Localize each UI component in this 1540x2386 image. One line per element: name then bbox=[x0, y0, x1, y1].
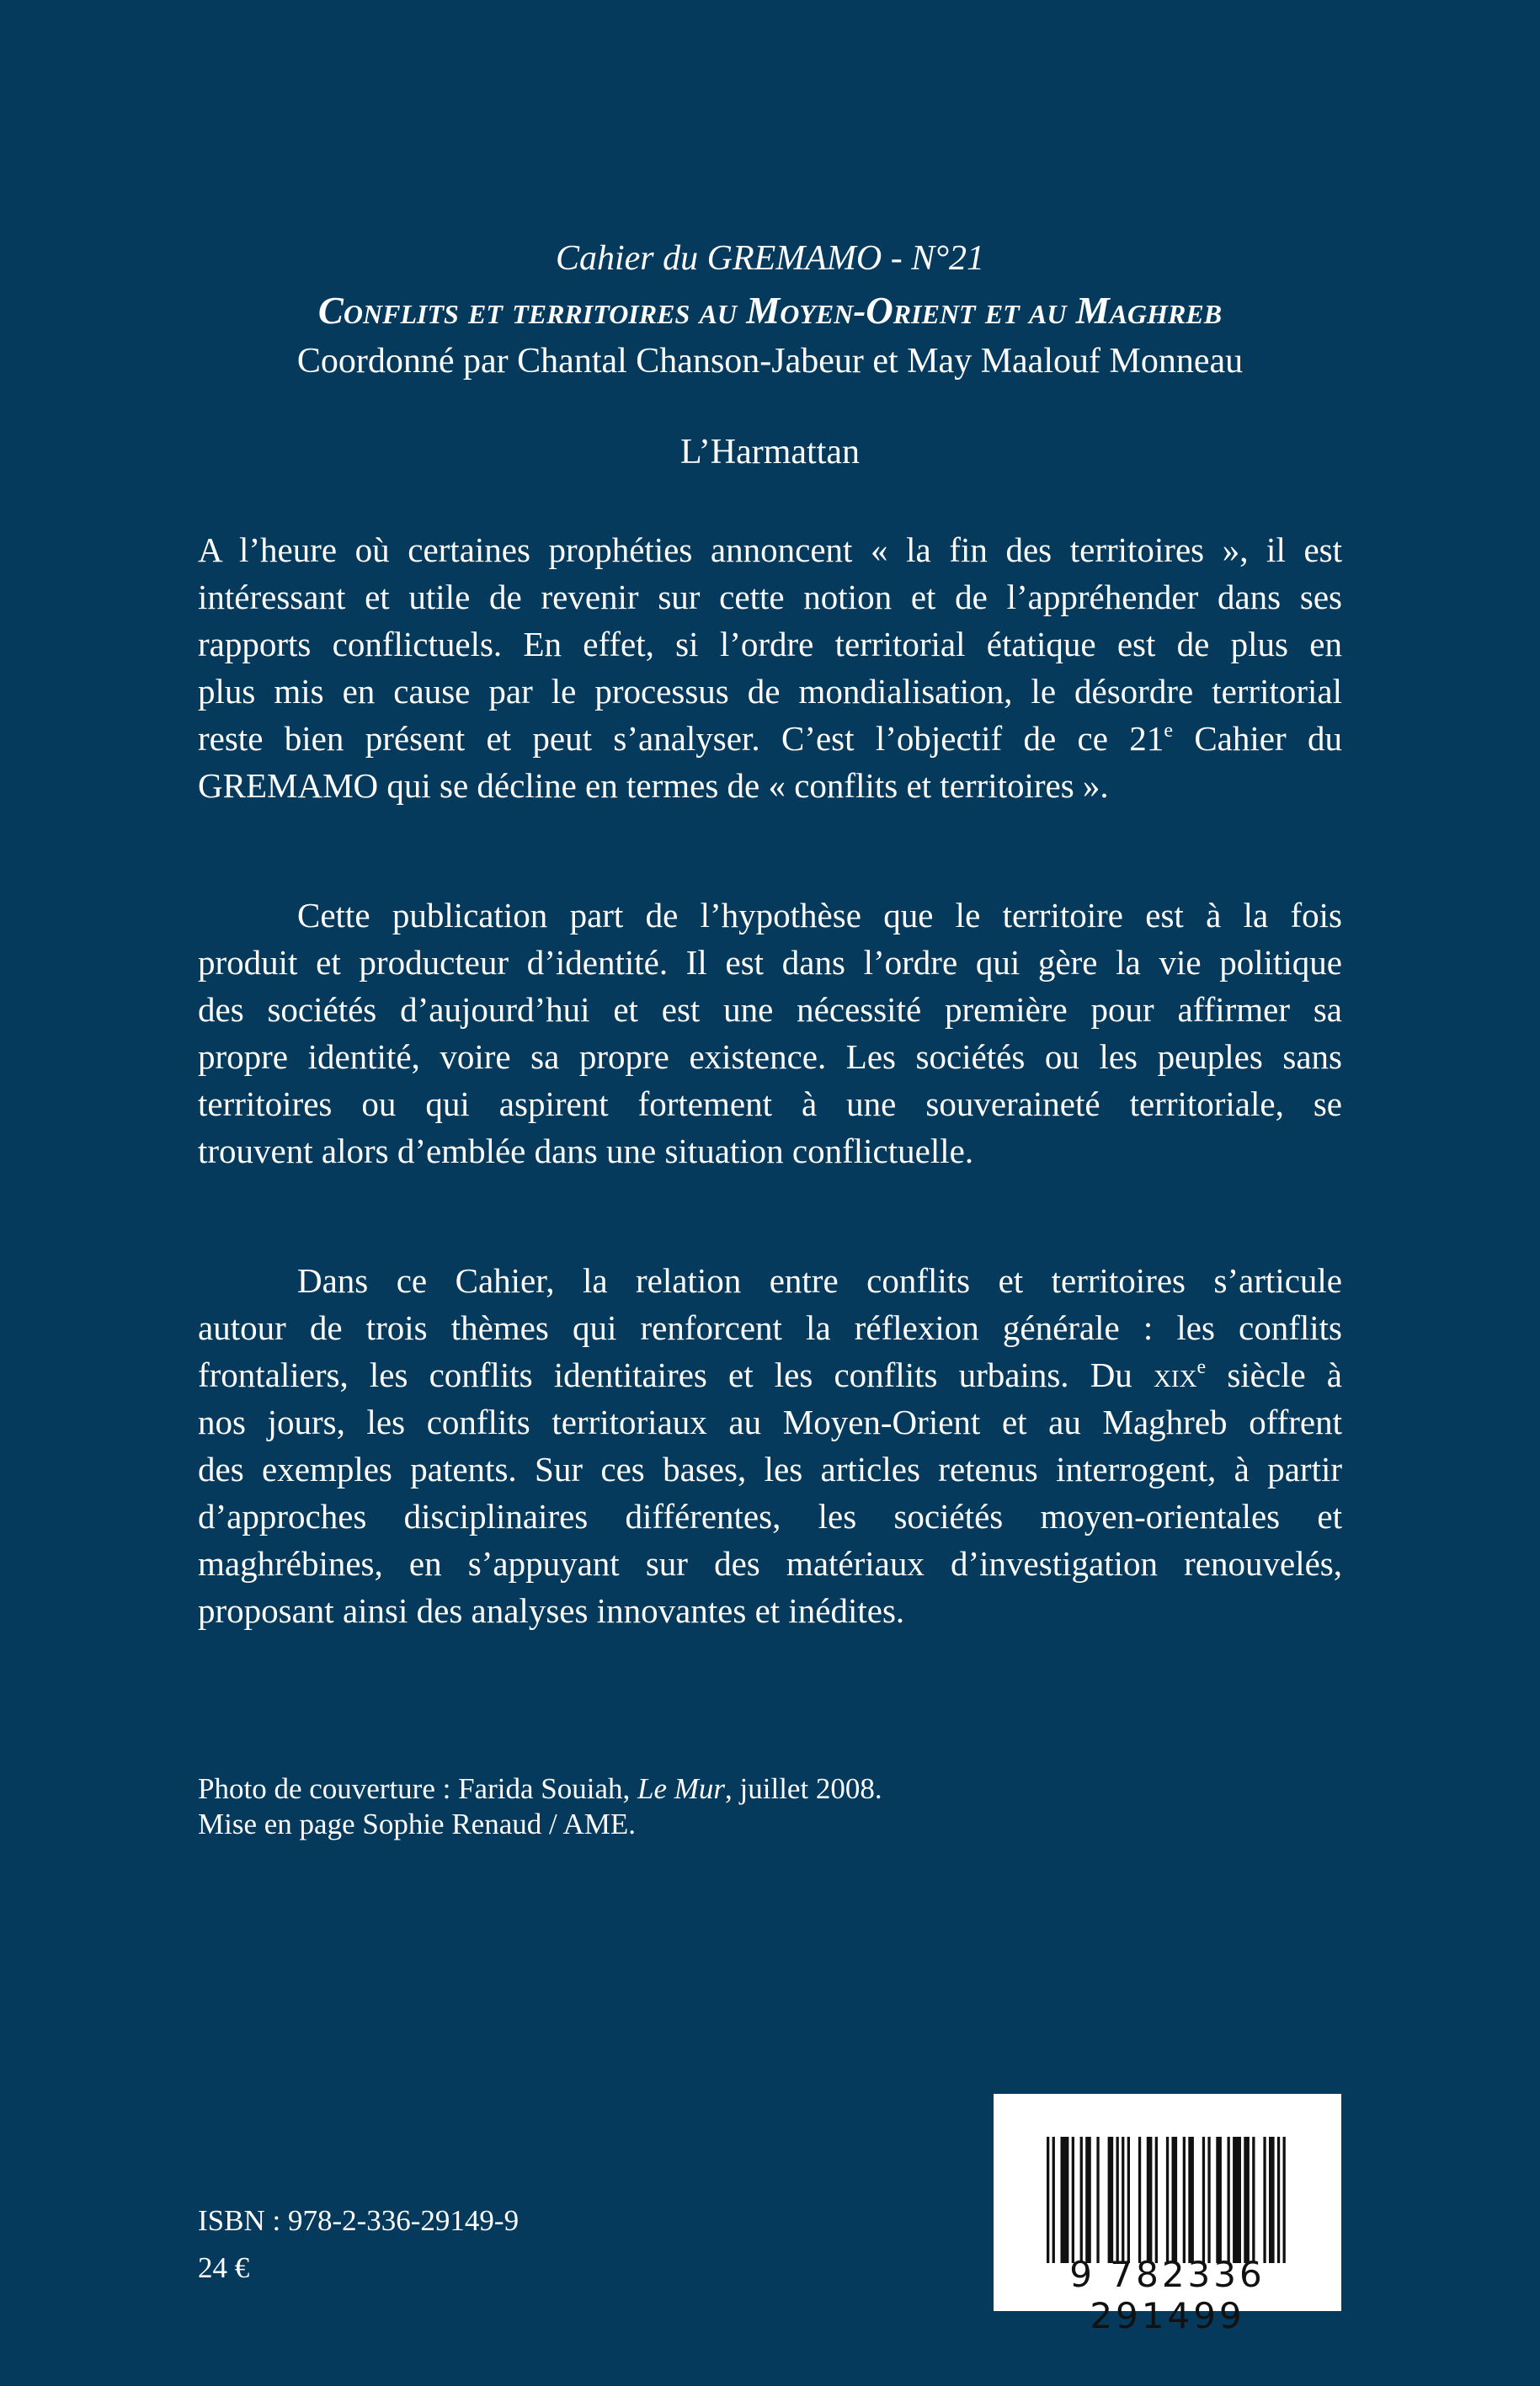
text-line: des sociétés d’aujourd’hui et est une nécessité première pour affirmer sa bbox=[198, 990, 1342, 1029]
barcode-bar bbox=[1166, 2137, 1169, 2263]
barcode-bar bbox=[1080, 2137, 1083, 2263]
barcode-bar bbox=[1127, 2137, 1130, 2263]
barcode-bar bbox=[1183, 2137, 1186, 2263]
barcode-bar bbox=[1147, 2137, 1153, 2263]
text-segment: siècle à bbox=[1206, 1355, 1343, 1394]
text-segment: Cahier du bbox=[1172, 719, 1342, 758]
isbn-barcode bbox=[994, 2094, 1341, 2336]
text-line: intéressant et utile de revenir sur cette notion et de l’appréhender dans ses bbox=[198, 578, 1342, 616]
isbn: ISBN : 978-2-336-29149-9 bbox=[198, 2204, 520, 2237]
barcode-bar bbox=[1228, 2137, 1230, 2263]
coordinators: Coordonné par Chantal Chanson-Jabeur et May Maalouf Monneau bbox=[296, 342, 1244, 381]
photo-work-title: Le Mur bbox=[637, 1772, 726, 1805]
text-line: trouvent alors d’emblée dans une situation conflictuelle. bbox=[198, 1132, 974, 1170]
paragraph bbox=[198, 892, 1342, 1174]
book-title: Conflits et territoires au Moyen-Orient et au Maghreb bbox=[317, 290, 1223, 332]
text-line: GREMAMO qui se décline en termes de « conflits et territoires ». bbox=[198, 766, 1109, 805]
paragraph bbox=[198, 1257, 1342, 1634]
barcode-bar bbox=[1244, 2137, 1250, 2263]
photo-credit-prefix: Photo de couverture : Farida Souiah, bbox=[198, 1772, 637, 1805]
text-line: A l’heure où certaines prophéties annoncent « la fin des territoires », il est bbox=[198, 530, 1342, 569]
text-segment: xix bbox=[1153, 1355, 1197, 1394]
barcode-bar bbox=[1283, 2137, 1286, 2263]
text-line: nos jours, les conflits territoriaux au Moyen-Orient et au Maghreb offrent bbox=[198, 1403, 1342, 1441]
text-segment: reste bien présent et peut s’analyser. C’est l’objectif de ce 21 bbox=[198, 719, 1164, 758]
text-line: rapports conflictuels. En effet, si l’ordre territorial étatique est de plus en bbox=[198, 625, 1342, 663]
barcode-bar bbox=[1263, 2137, 1266, 2263]
text-line: produit et producteur d’identité. Il est dans l’ordre qui gère la vie politique bbox=[198, 943, 1342, 982]
superscript: e bbox=[1196, 1356, 1207, 1378]
barcode-digits: 9 782336 291499 bbox=[1069, 2254, 1266, 2336]
text-line: plus mis en cause par le processus de mondialisation, le désordre territorial bbox=[198, 672, 1342, 711]
text-line bbox=[198, 715, 1342, 762]
barcode-bar bbox=[1277, 2137, 1280, 2263]
text-line: Cette publication part de l’hypothèse que le territoire est à la fois bbox=[297, 896, 1342, 935]
barcode-bar bbox=[1052, 2137, 1055, 2263]
barcode-bar bbox=[1207, 2137, 1210, 2263]
barcode-bar bbox=[1072, 2137, 1074, 2263]
text-line: proposant ainsi des analyses innovantes et inédites. bbox=[198, 1591, 905, 1630]
barcode-bar bbox=[1233, 2137, 1241, 2263]
text-line: propre identité, voire sa propre existence. Les sociétés ou les peuples sans bbox=[198, 1037, 1342, 1076]
barcode-bar bbox=[1155, 2137, 1158, 2263]
price: 24 € bbox=[198, 2251, 250, 2284]
barcode-bar bbox=[1116, 2137, 1119, 2263]
barcode-bar bbox=[1202, 2137, 1205, 2263]
back-cover-blurb bbox=[198, 526, 1342, 1717]
paragraph bbox=[198, 526, 1342, 809]
barcode-bar bbox=[1122, 2137, 1124, 2263]
barcode-bar bbox=[1138, 2137, 1141, 2263]
text-line: des exemples patents. Sur ces bases, les articles retenus interrogent, à partir bbox=[198, 1450, 1342, 1489]
photo-credit bbox=[198, 1772, 882, 1806]
barcode-bar bbox=[1216, 2137, 1222, 2263]
barcode-bar bbox=[1047, 2137, 1049, 2263]
text-line: Dans ce Cahier, la relation entre conflits et territoires s’articule bbox=[297, 1261, 1342, 1300]
series-title: Cahier du GREMAMO - N°21 bbox=[555, 239, 985, 278]
text-line: d’approches disciplinaires différentes, les sociétés moyen-orientales et bbox=[198, 1497, 1342, 1536]
text-segment: frontaliers, les conflits identitaires et les conflits urbains. Du bbox=[198, 1355, 1154, 1394]
barcode-bar bbox=[1108, 2137, 1114, 2263]
publisher: L’Harmattan bbox=[679, 433, 861, 471]
barcode-bar bbox=[1252, 2137, 1255, 2263]
text-line bbox=[198, 1351, 1342, 1398]
text-line: maghrébines, en s’appuyant sur des matériaux d’investigation renouvelés, bbox=[198, 1544, 1342, 1583]
superscript: e bbox=[1164, 720, 1173, 742]
layout-credit: Mise en page Sophie Renaud / AME. bbox=[198, 1808, 637, 1840]
barcode-bar bbox=[1188, 2137, 1194, 2263]
text-line: territoires ou qui aspirent fortement à une souveraineté territoriale, se bbox=[198, 1084, 1342, 1123]
barcode-bar bbox=[1061, 2137, 1069, 2263]
barcode-bar bbox=[1085, 2137, 1091, 2263]
photo-credit-suffix: , juillet 2008. bbox=[725, 1772, 882, 1805]
barcode-bar bbox=[1269, 2137, 1275, 2263]
text-line: autour de trois thèmes qui renforcent la réflexion générale : les conflits bbox=[198, 1308, 1342, 1347]
barcode-bar bbox=[1172, 2137, 1178, 2263]
barcode-bar bbox=[1096, 2137, 1099, 2263]
